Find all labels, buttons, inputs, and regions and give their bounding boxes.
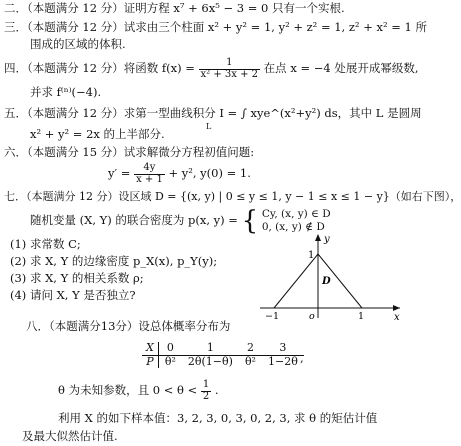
x-tick-minus-1: −1: [265, 311, 280, 322]
question-7-case-1: Cy, (x, y) ∈ D: [261, 208, 331, 221]
table-cell: 3: [262, 342, 304, 355]
question-8-theta-period: .: [214, 383, 219, 397]
question-4-denominator: x² + 3x + 2: [200, 68, 259, 80]
question-7-line-1: 七．（本题满分 12 分）设区域 D = {(x, y) | 0 ≤ y ≤ 1, y − 1 ≤ x ≤ 1 − y}（如右下图），: [4, 190, 461, 203]
question-8-theta-text: θ 为未知参数，且 0 < θ <: [58, 383, 198, 397]
question-4-line-2: 并求 f⁽ⁿ⁾(−4).: [30, 85, 102, 99]
question-6-numerator: 4y: [134, 163, 165, 175]
x-tick-1: 1: [358, 311, 365, 322]
question-8-table-comma: ,: [300, 351, 304, 365]
table-cell: θ²: [164, 354, 176, 368]
question-7-part-1: (1) 求常数 C;: [10, 237, 81, 251]
y-axis-label: y: [324, 234, 330, 245]
question-8-half-denominator: 2: [202, 390, 210, 402]
question-7-case-2: 0, (x, y) ∉ D: [261, 221, 325, 233]
question-8-distribution-table-wrap: [142, 342, 304, 368]
question-6-rhs: + y², y(0) = 1.: [168, 166, 251, 180]
question-3-line-2: 围成的区域的体积.: [30, 37, 126, 51]
table-cell: P: [142, 355, 158, 368]
question-7-cases: [262, 208, 331, 233]
table-cell: 2: [239, 342, 262, 355]
question-4-suffix: 在点 x = −4 处展开成幂级数,: [263, 61, 419, 75]
question-5-line-1: 五．（本题满分 12 分）求第一型曲线积分 I = ∫ xye^(x²+y²) ds，其中 L 是圆周: [4, 106, 422, 120]
question-6-lhs: y′ =: [108, 166, 131, 180]
question-7-brace: {: [241, 206, 259, 236]
y-tick-1: 1: [308, 250, 315, 261]
table-header-row: [142, 342, 304, 355]
question-8-half-numerator: 1: [202, 379, 210, 390]
region-label-d: D: [322, 276, 331, 287]
y-axis-arrow: [315, 234, 321, 241]
question-4-fraction: [199, 58, 261, 80]
question-6-equation: [108, 163, 251, 185]
question-6-denominator: x + 1: [136, 173, 163, 185]
question-7-part-2: (2) 求 X, Y 的边缘密度 p_X(x), p_Y(y);: [10, 254, 218, 268]
x-axis-label: x: [394, 312, 400, 323]
table-cell: θ²: [244, 354, 256, 368]
table-cell: 2θ(1−θ): [187, 354, 233, 368]
origin-label: o: [309, 311, 315, 322]
question-8-distribution-table: [142, 342, 304, 368]
question-4-numerator: 1: [199, 58, 261, 70]
question-8-line-1: 八．（本题满分13分）设总体概率分布为: [26, 319, 231, 333]
question-2: 二．（本题满分 12 分）证明方程 x⁷ + 6x⁵ − 3 = 0 只有一个实根.: [4, 1, 345, 15]
question-6-fraction: [134, 163, 165, 185]
question-8-line-4: 及最大似然估计值.: [22, 429, 118, 443]
question-3-line-1: 三．（本题满分 12 分）试求由三个柱面 x² + y² = 1, y² + z² = 1, z² + x² = 1 所: [4, 20, 427, 34]
question-7-density-label: 随机变量 (X, Y) 的联合密度为 p(x, y) =: [30, 213, 238, 227]
question-8-half-fraction: [201, 380, 211, 402]
question-6-line-1: 六．（本题满分 15 分）试求解微分方程初值问题:: [4, 145, 255, 159]
table-cell: 1−2θ: [267, 354, 298, 368]
question-8-line-2: [58, 380, 219, 402]
region-left-edge: [274, 254, 318, 308]
question-5-integral-subscript: L: [206, 122, 212, 131]
question-7-part-4: (4) 请问 X, Y 是否独立?: [10, 288, 136, 302]
question-7-line-2: [30, 208, 331, 234]
table-row: [142, 355, 304, 368]
question-5-line-2: x² + y² = 2x 的上半部分.: [30, 127, 165, 141]
table-cell: 0: [158, 342, 182, 355]
question-7-part-3: (3) 求 X, Y 的相关系数 ρ;: [10, 271, 144, 285]
region-d-figure: [254, 232, 404, 322]
table-cell: X: [142, 342, 158, 355]
question-8-line-3: 利用 X 的如下样本值：3, 2, 3, 0, 3, 0, 2, 3, 求 θ 的矩估计值: [58, 411, 378, 425]
x-axis-arrow: [393, 305, 400, 311]
table-cell: 1: [182, 342, 239, 355]
question-4-prefix: 四．（本题满分 12 分）将函数 f(x) =: [4, 61, 195, 75]
question-4-line-1: [4, 58, 419, 80]
